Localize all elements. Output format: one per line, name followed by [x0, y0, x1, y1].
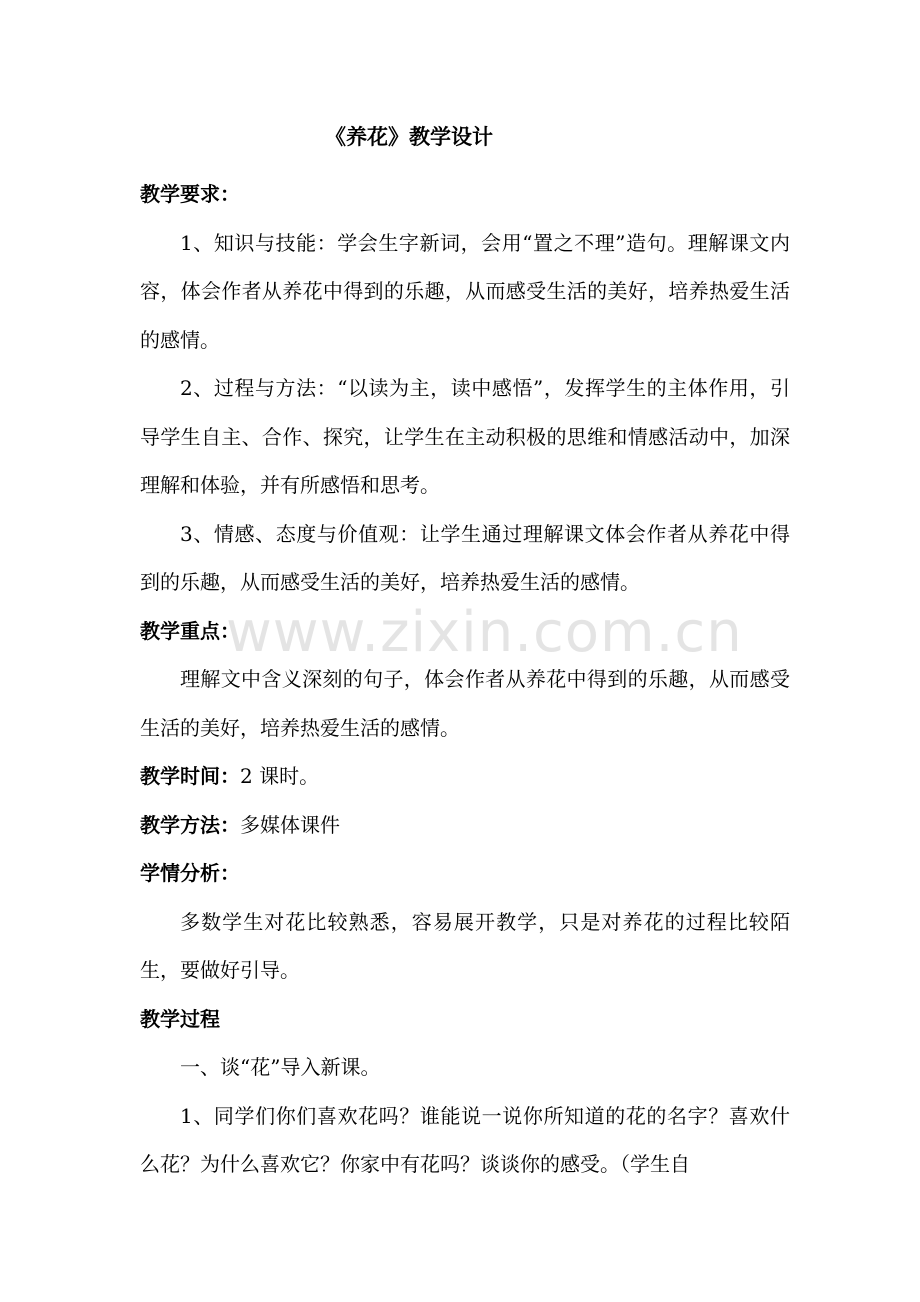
analysis-heading: 学情分析：: [140, 861, 240, 885]
requirement-3: 3、情感、态度与价值观：让学生通过理解课文体会作者从养花中得到的乐趣，从而感受生活的美好，培养热爱生活的感情。: [140, 521, 790, 594]
teaching-time: [140, 752, 790, 801]
document-body: [140, 170, 790, 1189]
teaching-time-value: 2 课时。: [240, 764, 320, 788]
teaching-method-label: 教学方法：: [140, 812, 240, 837]
watermark: www.zixin.com.cn: [226, 600, 743, 665]
analysis-text: 多数学生对花比较熟悉，容易展开教学，只是对养花的过程比较陌生，要做好引导。: [140, 909, 790, 982]
key-points-text: 理解文中含义深刻的句子，体会作者从养花中得到的乐趣，从而感受生活的美好，培养热爱生活的感情。: [140, 667, 790, 740]
teaching-method-value: 多媒体课件: [240, 812, 340, 837]
process-question-1: 1、同学们你们喜欢花吗？谁能说一说你所知道的花的名字？喜欢什么花？为什么喜欢它？你家中有花吗？谈谈你的感受。（学生自: [140, 1103, 790, 1176]
process-heading: 教学过程: [140, 1006, 220, 1031]
requirement-1: 1、知识与技能：学会生字新词，会用“置之不理”造句。理解课文内容，体会作者从养花中得到的乐趣，从而感受生活的美好，培养热爱生活的感情。: [140, 230, 790, 352]
document-title: 《养花》教学设计: [325, 124, 493, 149]
teaching-method: [140, 801, 790, 850]
requirements-heading: 教学要求：: [140, 182, 240, 206]
process-step-1: 一、谈“花”导入新课。: [180, 1055, 381, 1079]
key-points-heading: 教学重点：: [140, 618, 240, 643]
requirement-2: 2、过程与方法：“以读为主，读中感悟”，发挥学生的主体作用，引导学生自主、合作、探究，让学生在主动积极的思维和情感活动中，加深理解和体验，并有所感悟和思考。: [140, 376, 790, 497]
teaching-time-label: 教学时间：: [140, 764, 240, 788]
